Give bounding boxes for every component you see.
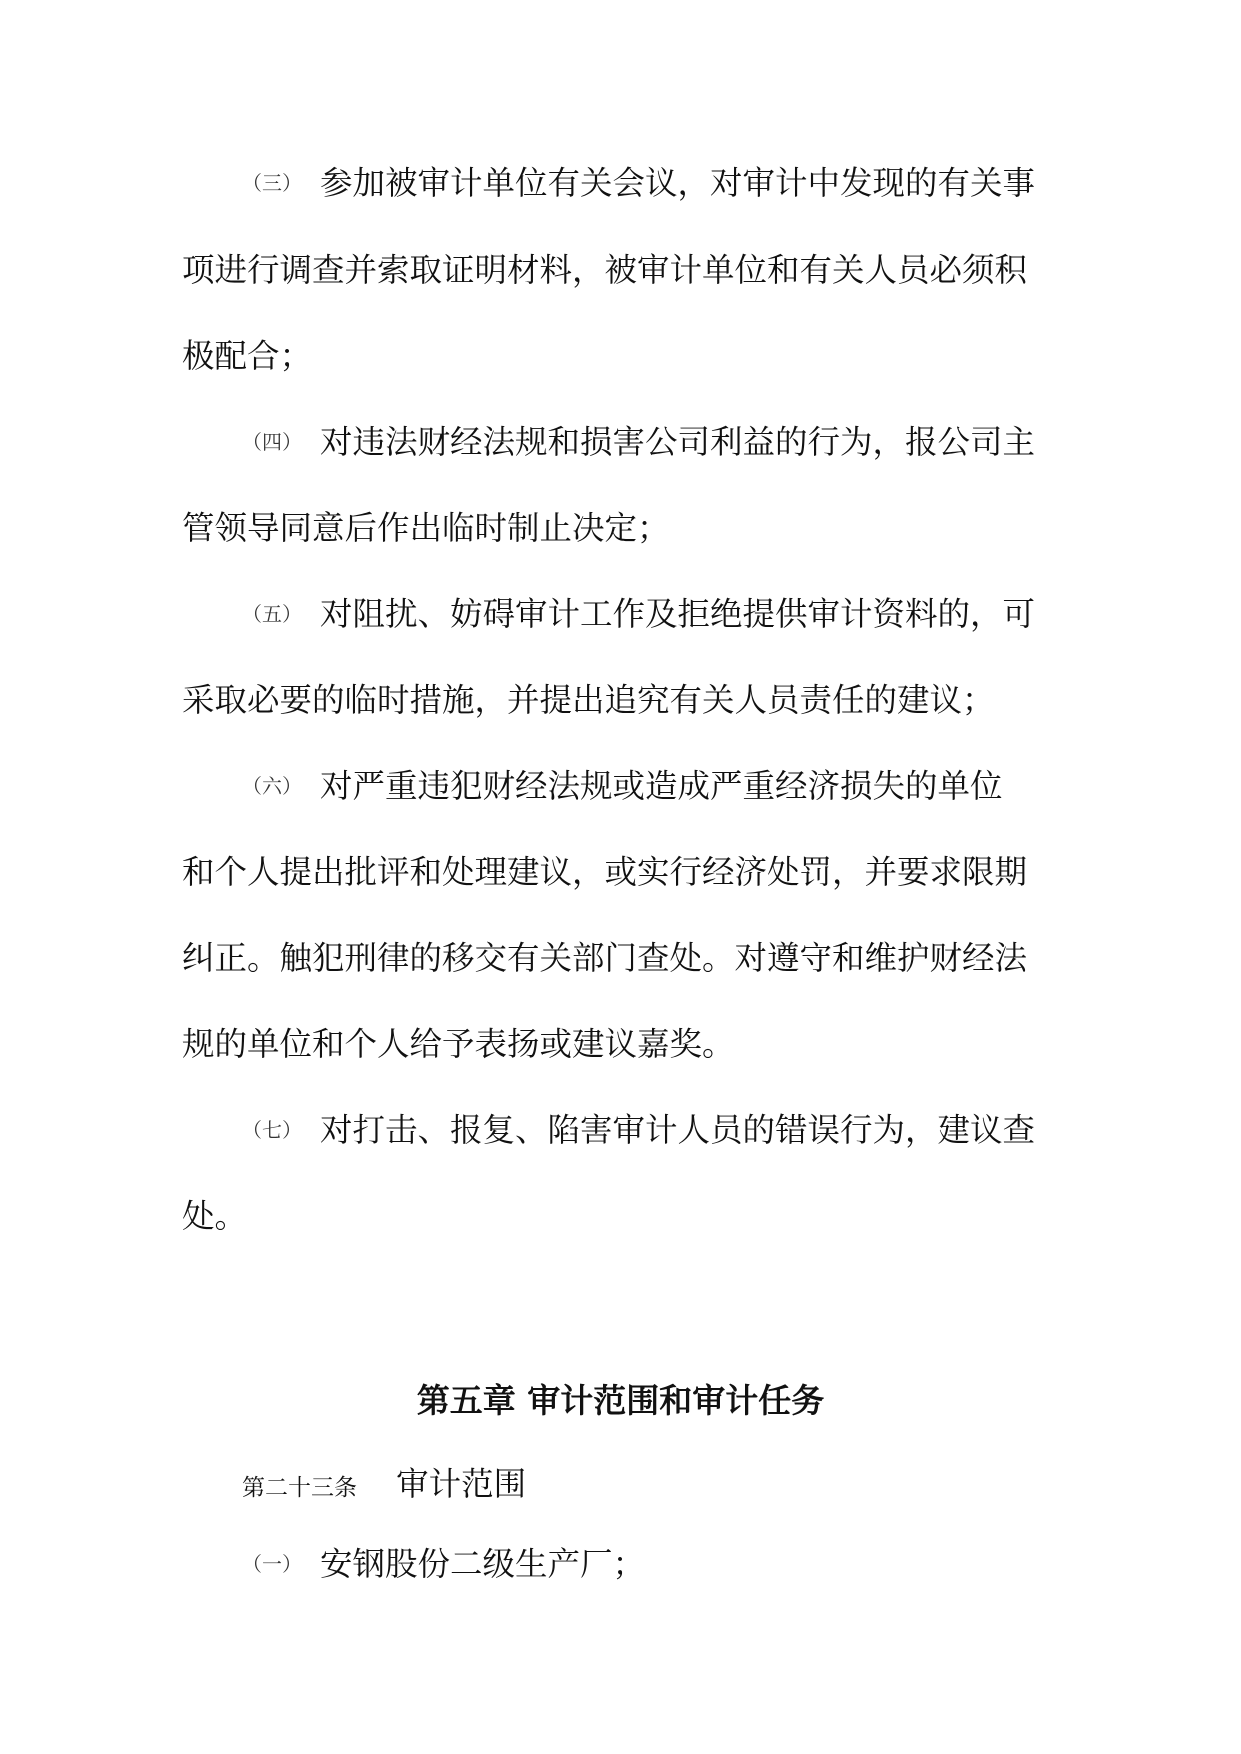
paragraph-5-line-2: 采取必要的临时措施，并提出追究有关人员责任的建议； <box>182 681 995 719</box>
paragraph-7-line-2: 处。 <box>182 1197 248 1235</box>
paragraph-7-line-1 <box>182 1108 1062 1152</box>
paragraph-5-text-1: 对阻扰、妨碍审计工作及拒绝提供审计资料的，可 <box>320 595 1036 633</box>
paragraph-6-line-2: 和个人提出批评和处理建议，或实行经济处罚，并要求限期 <box>182 853 1028 891</box>
paragraph-6-number: （六） <box>242 774 302 798</box>
paragraph-6-text-1: 对严重违犯财经法规或造成严重经济损失的单位 <box>320 767 1003 805</box>
article-number: 第二十三条 <box>242 1475 357 1501</box>
article-heading <box>242 1459 526 1509</box>
paragraph-6-line-3: 纠正。触犯刑律的移交有关部门查处。对遵守和维护财经法 <box>182 939 1028 977</box>
paragraph-4-line-1 <box>182 420 1062 464</box>
paragraph-7-text-1: 对打击、报复、陷害审计人员的错误行为，建议查 <box>320 1111 1036 1149</box>
paragraph-5-number: （五） <box>242 602 302 626</box>
paragraph-7-number: （七） <box>242 1118 302 1142</box>
paragraph-6-line-1 <box>182 764 1062 808</box>
article-title: 审计范围 <box>396 1465 527 1503</box>
paragraph-3-text-1: 参加被审计单位有关会议，对审计中发现的有关事 <box>320 164 1036 202</box>
item-1-line <box>182 1542 1062 1586</box>
item-1-text: 安钢股份二级生产厂； <box>320 1545 646 1583</box>
paragraph-4-line-2: 管领导同意后作出临时制止决定； <box>182 509 670 547</box>
chapter-heading: 第五章 审计范围和审计任务 <box>416 1381 825 1420</box>
paragraph-3-number: （三） <box>242 171 302 195</box>
paragraph-3-line-3: 极配合； <box>182 337 313 375</box>
paragraph-5-line-1 <box>182 592 1062 636</box>
paragraph-3-line-2: 项进行调查并索取证明材料，被审计单位和有关人员必须积 <box>182 251 1028 289</box>
paragraph-6-line-4: 规的单位和个人给予表扬或建议嘉奖。 <box>182 1025 735 1063</box>
paragraph-4-number: （四） <box>242 430 302 454</box>
item-1-number: （一） <box>242 1552 302 1576</box>
paragraph-3-line-1 <box>182 161 1062 205</box>
paragraph-4-text-1: 对违法财经法规和损害公司利益的行为，报公司主 <box>320 423 1036 461</box>
